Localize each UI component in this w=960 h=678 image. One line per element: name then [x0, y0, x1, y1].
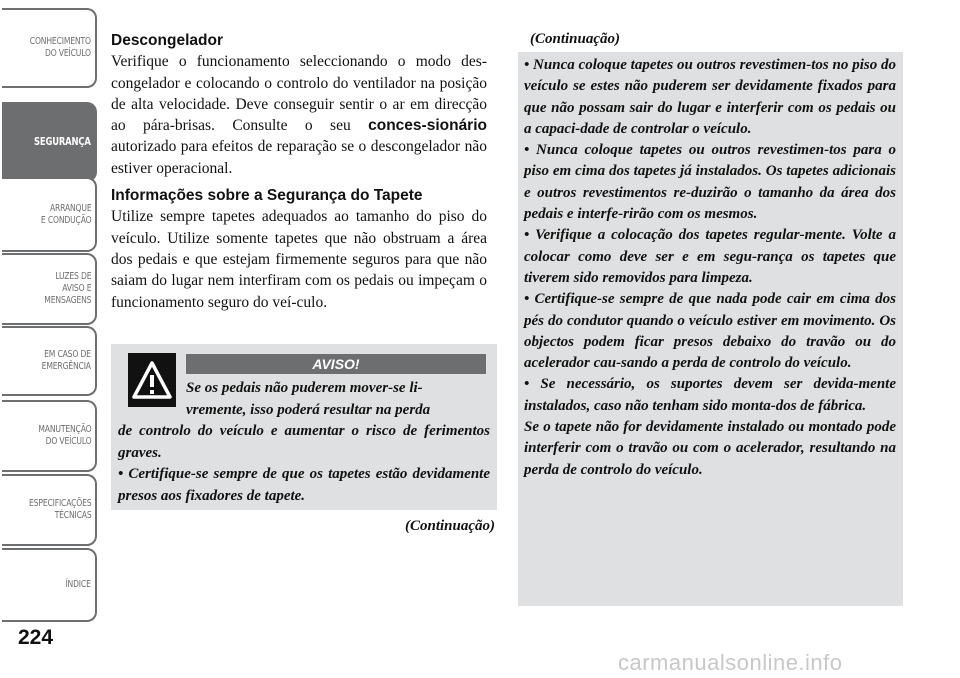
tab-label: CONHECIMENTO DO VEÍCULO [29, 36, 91, 59]
warning-line: Se os pedais não puderem mover-se li- [186, 380, 423, 396]
tab-arranque[interactable] [2, 177, 97, 252]
bullet-item: • Certifique-se sempre de que nada pode cair em cima dos pés do condutor quando o veículo estiver em movimento. Os objectos podem ficar presos debaixo do travão ou do acelerador cau-sando a perda de controlo do veículo. [524, 291, 896, 372]
tab-conhecimento[interactable] [2, 8, 97, 88]
paragraph-descongelador [111, 51, 487, 179]
tab-label: SEGURANÇA [34, 135, 91, 148]
left-column [111, 30, 487, 313]
tab-label: ÍNDICE [65, 579, 91, 590]
page-number: 224 [18, 626, 54, 649]
tab-emergencia[interactable] [2, 326, 97, 396]
tab-label: MANUTENÇÃO DO VEÍCULO [37, 424, 91, 447]
warning-title: AVISO! [186, 354, 486, 374]
closing-paragraph: Se o tapete não for devidamente instalado ou montado pode interferir com o travão ou com o acelerador, resultando na perda de controlo do veículo. [524, 419, 896, 478]
tab-luzes[interactable] [2, 253, 97, 325]
tab-label: EM CASO DE EMERGÊNCIA [41, 349, 91, 372]
tab-indice[interactable] [2, 548, 97, 622]
warning-continued-text [524, 55, 896, 481]
warning-line: de controlo do veículo e aumentar o risco de ferimentos graves. [118, 423, 490, 461]
tab-manutencao[interactable] [2, 400, 97, 472]
tab-seguranca[interactable] [2, 102, 97, 182]
text: Verifique o funcionamento seleccionando o modo des-congelador e colocando o controlo do ventilador na posição de alta velocidade. Deve conseguir sentir o ar em direcção ao pára-brisas. Consulte o seu [111, 53, 487, 135]
bullet-item: • Nunca coloque tapetes ou outros revestimen-tos no piso do veículo se estes não puderem ser devidamente fixados para que não possam sair do lugar e interferir com os pedais ou a capaci-dade de controlar o veículo. [524, 57, 896, 137]
heading-tapete: Informações sobre a Segurança do Tapete [111, 187, 423, 205]
continued-label: (Continuação) [530, 31, 621, 47]
bullet-item: • Verifique a colocação dos tapetes regular-mente. Volte a colocar como deve ser e em segu-rança os tapetes que tiverem sido removidos para limpeza. [524, 227, 896, 286]
bullet-item: • Se necessário, os suportes devem ser devida-mente instalados, caso não tenham sido monta-dos de fábrica. [524, 376, 896, 414]
tab-label: ARRANQUE E CONDUÇÃO [40, 202, 91, 226]
warning-line: vremente, isso poderá resultar na perda [186, 401, 431, 418]
dealer-term: conces-sionário [368, 117, 487, 135]
tab-label: LUZES DE AVISO E MENSAGENS [43, 271, 91, 306]
watermark: carmanualsonline.info [618, 650, 843, 675]
warning-bullet: • Certifique-se sempre de que os tapetes estão devidamente presos aos fixadores de tapete. [118, 466, 490, 504]
warning-text [118, 378, 490, 507]
bullet-item: • Nunca coloque tapetes ou outros revestimen-tos para o piso em cima dos tapetes já instalados. Os tapetes adicionais e outros revestimentos re-duzirão o tamanho da área dos pedais e interfe-rirão com os mesmos. [524, 142, 896, 223]
heading-descongelador: Descongelador [111, 32, 223, 49]
tab-especificacoes[interactable] [2, 474, 97, 546]
continued-label: (Continuação) [404, 518, 495, 534]
text: autorizado para efeitos de reparação se o descongelador não estiver operacional. [111, 138, 487, 177]
paragraph-tapete: Utilize sempre tapetes adequados ao tamanho do piso do veículo. Utilize somente tapetes que não obstruam a área dos pedais e que estejam firmemente seguros para que não saiam do lugar nem interfiram com os pedais ou impeçam o funcionamento seguro do veí-culo. [111, 208, 487, 311]
tab-label: ESPECIFICAÇÕES TÉCNICAS [28, 498, 91, 521]
